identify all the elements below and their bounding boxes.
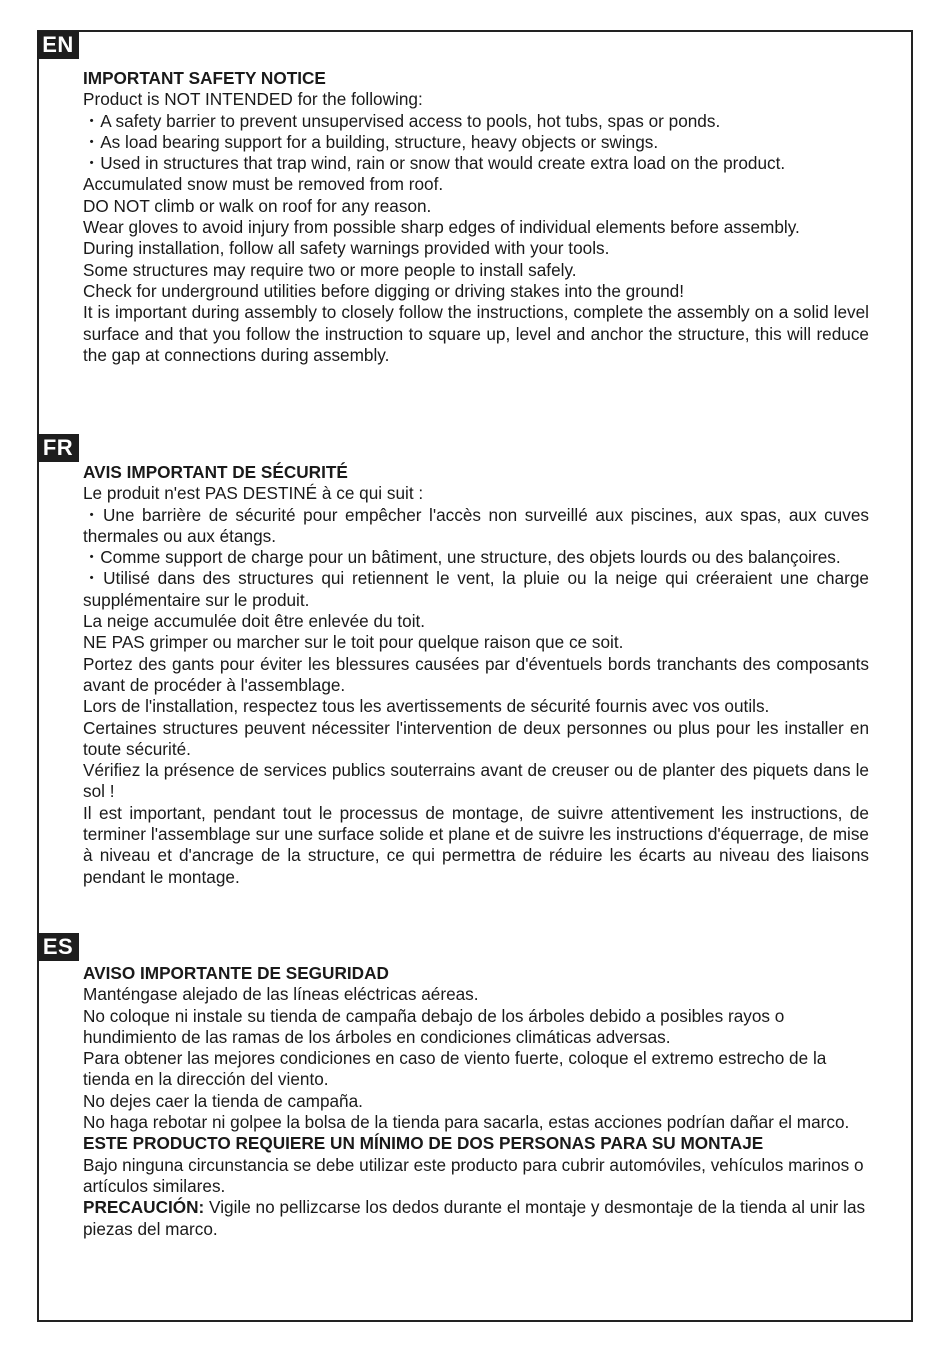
caution-label: PRECAUCIÓN:	[83, 1197, 205, 1218]
paragraph-es-4: No dejes caer la tienda de campaña.	[83, 1090, 363, 1111]
paragraph-en-4: During installation, follow all safety warnings provided with your tools.	[83, 238, 610, 259]
paragraph-es-5: No haga rebotar ni golpee la bolsa de la tienda para sacarla, estas acciones podrían dañar el marco.	[83, 1112, 850, 1133]
bullet-fr-3: ・Utilisé dans des structures qui retiennent le vent, la pluie ou la neige qui créeraient une charge supplémentaire sur le produit.	[83, 568, 869, 610]
paragraph-en-2: DO NOT climb or walk on roof for any reason.	[83, 195, 432, 216]
language-badge-es: ES	[37, 933, 79, 961]
paragraph-fr-7: Il est important, pendant tout le processus de montage, de suivre attentivement les instructions, de terminer l'assemblage sur une surface solide et plane et de suivre les instructions d'équerrage, de mise à niveau et d'ancrage de la structure, ce qui permettra de réduire les écarts au niveau des liaisons pendant le montage.	[83, 802, 869, 887]
paragraph-fr-2: NE PAS grimper ou marcher sur le toit pour quelque raison que ce soit.	[83, 632, 624, 653]
heading-fr: AVIS IMPORTANT DE SÉCURITÉ	[83, 462, 348, 482]
heading-es: AVISO IMPORTANTE DE SEGURIDAD	[83, 963, 389, 983]
paragraph-en-1: Accumulated snow must be removed from roof.	[83, 174, 444, 195]
paragraph-es-1: Manténgase alejado de las líneas eléctricas aéreas.	[83, 984, 479, 1005]
paragraph-fr-4: Lors de l'installation, respectez tous les avertissements de sécurité fournis avec vos outils.	[83, 696, 770, 717]
bullet-fr-2: ・Comme support de charge pour un bâtiment, une structure, des objets lourds ou des balançoires.	[83, 547, 841, 568]
intro-en: Product is NOT INTENDED for the following:	[83, 89, 423, 110]
caution-es	[83, 1197, 869, 1240]
language-badge-en: EN	[37, 31, 79, 59]
paragraph-en-7: It is important during assembly to closely follow the instructions, complete the assembly on a solid level surface and that you follow the instruction to square up, level and anchor the structure, this will reduce the gap at connections during assembly.	[83, 302, 869, 365]
bullet-fr-1: ・Une barrière de sécurité pour empêcher l'accès non surveillé aux piscines, aux spas, aux cuves thermales ou aux étangs.	[83, 504, 869, 546]
paragraph-es-3: Para obtener las mejores condiciones en caso de viento fuerte, coloque el extremo estrecho de la tienda en la dirección del viento.	[83, 1048, 827, 1090]
paragraph-en-5: Some structures may require two or more people to install safely.	[83, 259, 577, 280]
bullet-en-1: ・A safety barrier to prevent unsupervised access to pools, hot tubs, spas or ponds.	[83, 110, 721, 131]
intro-fr: Le produit n'est PAS DESTINÉ à ce qui suit :	[83, 483, 424, 504]
language-badge-fr: FR	[37, 434, 79, 462]
bullet-en-3: ・Used in structures that trap wind, rain or snow that would create extra load on the product.	[83, 153, 786, 174]
section-fr	[83, 462, 869, 888]
paragraph-es-7: Bajo ninguna circunstancia se debe utilizar este producto para cubrir automóviles, vehículos marinos o artículos similares.	[83, 1154, 864, 1196]
bullet-en-2: ・As load bearing support for a building, structure, heavy objects or swings.	[83, 131, 659, 152]
paragraph-fr-1: La neige accumulée doit être enlevée du toit.	[83, 611, 426, 632]
paragraph-en-6: Check for underground utilities before digging or driving stakes into the ground!	[83, 280, 684, 301]
paragraph-en-3: Wear gloves to avoid injury from possible sharp edges of individual elements before assembly.	[83, 217, 800, 238]
paragraph-es-2: No coloque ni instale su tienda de campaña debajo de los árboles debido a posibles rayos o hundimiento de las ramas de los árboles en condiciones climáticas adversas.	[83, 1005, 785, 1047]
paragraph-fr-3: Portez des gants pour éviter les blessures causées par d'éventuels bords tranchants des composants avant de procéder à l'assemblage.	[83, 653, 869, 695]
paragraph-fr-6: Vérifiez la présence de services publics souterrains avant de creuser ou de planter des piquets dans le sol !	[83, 760, 869, 802]
section-es	[83, 963, 869, 1240]
heading-en: IMPORTANT SAFETY NOTICE	[83, 68, 326, 88]
paragraph-fr-5: Certaines structures peuvent nécessiter l'intervention de deux personnes ou plus pour les installer en toute sécurité.	[83, 717, 869, 759]
paragraph-es-6: ESTE PRODUCTO REQUIERE UN MÍNIMO DE DOS PERSONAS PARA SU MONTAJE	[83, 1133, 764, 1154]
section-en	[83, 68, 869, 366]
caution-text: Vigile no pellizcarse los dedos durante el montaje y desmontaje de la tienda al unir las piezas del marco.	[83, 1197, 866, 1239]
